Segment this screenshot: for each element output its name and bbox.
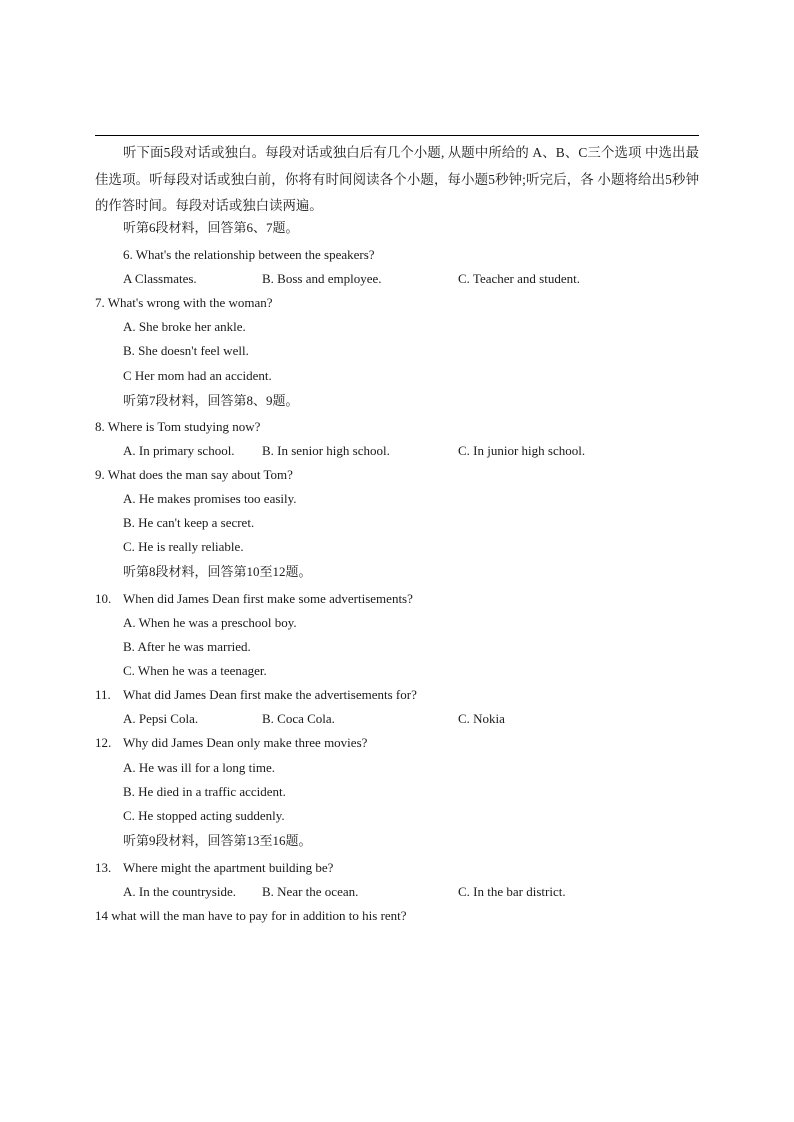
question-10-option-a: A. When he was a preschool boy. <box>123 615 297 630</box>
question-9-option-c: C. He is really reliable. <box>123 539 244 554</box>
question-6-option-c: C. Teacher and student. <box>458 271 580 286</box>
question-12-option-c: C. He stopped acting suddenly. <box>123 808 285 823</box>
header-rule <box>95 135 699 136</box>
question-11-option-c: C. Nokia <box>458 711 505 726</box>
question-11-option-b: B. Coca Cola. <box>262 711 335 726</box>
question-14-stem: 14 what will the man have to pay for in addition to his rent? <box>95 908 407 923</box>
question-13-option-c: C. In the bar district. <box>458 884 566 899</box>
question-12-option-b: B. He died in a traffic accident. <box>123 784 286 799</box>
question-8-stem: 8. Where is Tom studying now? <box>95 419 261 434</box>
section-8-heading: 听第8段材料，回答第10至12题。 <box>123 564 312 579</box>
question-13-stem: Where might the apartment building be? <box>123 860 334 875</box>
question-11-option-a: A. Pepsi Cola. <box>123 711 199 726</box>
question-9-option-b: B. He can't keep a secret. <box>123 515 255 530</box>
question-7-option-b: B. She doesn't feel well. <box>123 343 249 358</box>
question-12-number: 12. <box>95 735 112 750</box>
listening-instructions: 听下面5段对话或独白。每段对话或独白后有几个小题, 从题中所给的 A、B、C三个选项 中选出最佳选项。听每段对话或独白前，你将有时间阅读各个小题，每小题5秒钟;听完后，各 小题将给出5秒钟的作答时间。每段对话或独白读两遍。 <box>95 145 699 213</box>
question-7-stem: 7. What's wrong with the woman? <box>95 295 273 310</box>
question-7-option-a: A. She broke her ankle. <box>123 319 246 334</box>
question-13-option-a: A. In the countryside. <box>123 884 237 899</box>
question-6-option-a: A Classmates. <box>123 271 197 286</box>
question-11-stem: What did James Dean first make the advertisements for? <box>123 687 417 702</box>
question-7-option-c: C Her mom had an accident. <box>123 368 272 383</box>
question-12-stem: Why did James Dean only make three movies? <box>123 735 368 750</box>
question-10-option-b: B. After he was married. <box>123 639 251 654</box>
question-13-number: 13. <box>95 860 112 875</box>
question-9-stem: 9. What does the man say about Tom? <box>95 467 293 482</box>
question-8-option-a: A. In primary school. <box>123 443 235 458</box>
question-10-option-c: C. When he was a teenager. <box>123 663 267 678</box>
question-10-stem: When did James Dean first make some advertisements? <box>123 591 413 606</box>
section-9-heading: 听第9段材料，回答第13至16题。 <box>123 833 312 848</box>
question-11-number: 11. <box>95 687 111 702</box>
question-8-option-b: B. In senior high school. <box>262 443 390 458</box>
question-12-option-a: A. He was ill for a long time. <box>123 760 275 775</box>
question-8-option-c: C. In junior high school. <box>458 443 586 458</box>
question-6-stem: 6. What's the relationship between the speakers? <box>123 247 375 262</box>
question-13-option-b: B. Near the ocean. <box>262 884 359 899</box>
section-6-heading: 听第6段材料，回答第6、7题。 <box>123 220 299 235</box>
question-9-option-a: A. He makes promises too easily. <box>123 491 297 506</box>
question-6-option-b: B. Boss and employee. <box>262 271 382 286</box>
question-10-number: 10. <box>95 591 112 606</box>
section-7-heading: 听第7段材料，回答第8、9题。 <box>123 393 299 408</box>
